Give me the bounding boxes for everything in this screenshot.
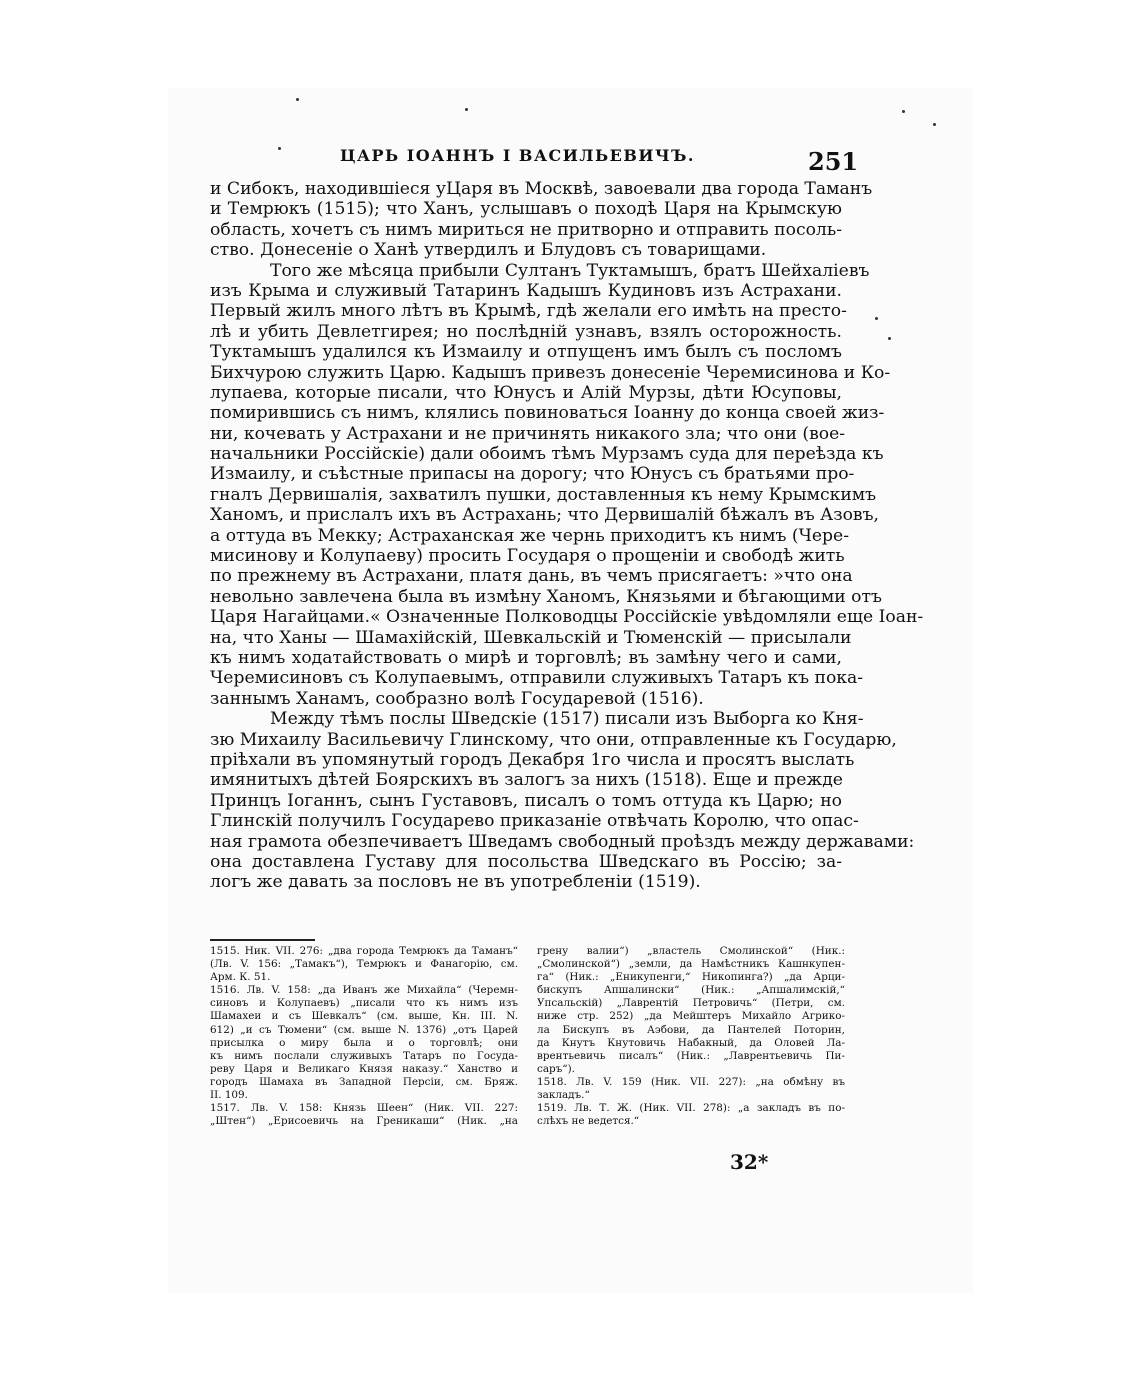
text-line: зю Михаилу Васильевичу Глинскому, что они, отправленные къ Государю, bbox=[210, 729, 897, 750]
footnote-line: Арм. К. 51. bbox=[210, 971, 271, 984]
text-line: по прежнему въ Астрахани, платя дань, въ чемъ присягаетъ: »что она bbox=[210, 566, 853, 587]
signature-mark: 32* bbox=[730, 1150, 769, 1174]
footnote-line: га“ (Ник.: „Еникупенги,“ Никопинга?) „да Арци- bbox=[537, 971, 845, 984]
text-line: Бихчурою служить Царю. Кадышъ привезъ донесеніе Черемисинова и Ко- bbox=[210, 362, 891, 383]
text-line: помирившись съ нимъ, клялись повиноваться Іоанну до конца своей жиз- bbox=[210, 403, 885, 424]
text-line: и Сибокъ, находившіеся уЦаря въ Москвѣ, завоевали два города Таманъ bbox=[210, 179, 873, 199]
text-line: изъ Крыма и служивый Татаринъ Кадышъ Кудиновъ изъ Астрахани. bbox=[210, 280, 842, 301]
footnote-line: 1517. Лв. V. 158: Князь Шеен“ (Ник. VII. 227: bbox=[210, 1102, 518, 1115]
scan-speck bbox=[278, 147, 281, 150]
footnote-line: Упсальскій) „Лаврентій Петровичь“ (Петри, см. bbox=[537, 997, 845, 1010]
footnote-line: закладъ.“ bbox=[537, 1089, 590, 1102]
footnotes-left-column bbox=[210, 945, 518, 1128]
footnote-line: присылка о миру была и о торговлѣ; они bbox=[210, 1036, 518, 1049]
text-line: пріѣхали въ упомянутый городъ Декабря 1го числа и просятъ выслать bbox=[210, 749, 855, 770]
footnote-line: 1518. Лв. V. 159 (Ник. VII. 227): „на обмѣну въ bbox=[537, 1075, 845, 1088]
text-line: Царя Нагайцами.« Означенные Полководцы Россійскіе увѣдомляли еще Іоан- bbox=[210, 607, 924, 628]
footnote-line: 1516. Лв. V. 158: „да Иванъ же Михайла“ (Черемн- bbox=[210, 984, 518, 997]
text-line: Ханомъ, и прислалъ ихъ въ Астрахань; что Дервишалій бѣжалъ въ Азовъ, bbox=[210, 505, 879, 526]
scan-speck bbox=[465, 108, 468, 111]
text-line: логъ же давать за пословъ не въ употребленіи (1519). bbox=[210, 872, 701, 893]
text-line: Между тѣмъ послы Шведскіе (1517) писали изъ Выборга ко Кня- bbox=[270, 709, 864, 730]
footnote-line: ниже стр. 252) „да Мейштеръ Михайло Агрико- bbox=[537, 1010, 845, 1023]
text-line: Туктамышъ удалился къ Измаилу и отпущенъ имъ былъ съ посломъ bbox=[210, 342, 842, 363]
main-text bbox=[210, 179, 924, 893]
page-number: 251 bbox=[808, 147, 859, 176]
footnote-line: ла Бискупъ въ Аэбови, да Пантелей Поторин, bbox=[537, 1023, 845, 1036]
footnotes-right-column bbox=[537, 945, 845, 1128]
text-line: а оттуда въ Мекку; Астраханская же чернь приходитъ къ нимъ (Чере- bbox=[210, 525, 850, 546]
footnote-line: „Смолинской“) „земли, да Намѣстникъ Кашнкупен- bbox=[537, 958, 845, 971]
text-line: Глинскій получилъ Государево приказаніе отвѣчать Королю, что опас- bbox=[210, 811, 859, 832]
footnote-line: синовъ и Колупаевъ) „писали что къ нимъ изъ bbox=[210, 997, 518, 1010]
text-line: лѣ и убить Девлетгирея; но послѣдній узнавъ, взялъ осторожность. bbox=[210, 321, 842, 342]
footnote-line: саръ“). bbox=[537, 1062, 575, 1075]
text-line: Того же мѣсяца прибыли Султанъ Туктамышъ, братъ Шейхаліевъ bbox=[270, 260, 870, 281]
footnote-line: (Лв. V. 156: „Тамакъ“), Темрюкъ и Фанагорію, см. bbox=[210, 958, 518, 971]
footnote-line: врентьевичь писалъ“ (Ник.: „Лаврентьевичь Пи- bbox=[537, 1049, 845, 1062]
text-line: мисинову и Колупаеву) просить Государя о прощеніи и свободѣ жить bbox=[210, 546, 845, 567]
footnote-line: 612) „и съ Тюмени“ (см. выше N. 1376) „отъ Царей bbox=[210, 1023, 518, 1036]
footnote-line: бискупъ Апшалински“ (Ник.: „Апшалимскій,“ bbox=[537, 984, 845, 997]
footnote-line: II. 109. bbox=[210, 1089, 248, 1102]
footnote-line: грену валии“) „властель Смолинской“ (Ник.: bbox=[537, 945, 845, 957]
scan-speck bbox=[296, 98, 299, 101]
scan-speck bbox=[933, 123, 936, 126]
footnote-line: да Кнутъ Кнутовичь Набакный, да Оловей Ла- bbox=[537, 1036, 845, 1049]
text-line: на, что Ханы — Шамахійскій, Шевкальскій и Тюменскій — присылали bbox=[210, 627, 852, 648]
footnote-line: 1519. Лв. Т. Ж. (Ник. VII. 278): „а закладъ въ по- bbox=[537, 1102, 845, 1115]
text-line: ство. Донесеніе о Ханѣ утвердилъ и Блудовъ съ товарищами. bbox=[210, 240, 767, 261]
text-line: Черемисиновъ съ Колупаевымъ, отправили служивыхъ Татаръ къ пока- bbox=[210, 668, 864, 689]
footnote-line: реву Царя и Великаго Князя наказу.“ Ханство и bbox=[210, 1062, 518, 1075]
text-line: къ нимъ ходатайствовать о мирѣ и торговлѣ; въ замѣну чего и сами, bbox=[210, 647, 842, 668]
footnote-line: къ нимъ послали служивыхъ Татаръ по Госуда- bbox=[210, 1049, 518, 1062]
running-title: ЦАРЬ ІОАННЪ І ВАСИЛЬЕВИЧЪ. bbox=[340, 146, 695, 165]
text-line: гналъ Дервишалія, захватилъ пушки, доставленныя къ нему Крымскимъ bbox=[210, 484, 877, 505]
footnote-line: городъ Шамаха въ Западной Персіи, см. Бряж. bbox=[210, 1075, 518, 1088]
footnote-line: слѣхъ не ведется.“ bbox=[537, 1115, 640, 1128]
text-line: Принцъ Іоганнъ, сынъ Густавовъ, писалъ о томъ оттуда къ Царю; но bbox=[210, 790, 842, 811]
scan-speck bbox=[888, 337, 891, 340]
text-line: Первый жилъ много лѣтъ въ Крымѣ, гдѣ желали его имѣть на престо- bbox=[210, 301, 847, 322]
text-line: имянитыхъ дѣтей Боярскихъ въ залогъ за нихъ (1518). Еще и прежде bbox=[210, 770, 843, 791]
footnote-line: Шамахеи и съ Шевкалъ“ (см. выше, Кн. III. N. bbox=[210, 1010, 518, 1023]
text-line: и Темрюкъ (1515); что Ханъ, услышавъ о походѣ Царя на Крымскую bbox=[210, 199, 842, 220]
text-line: она доставлена Густаву для посольства Шведскаго въ Россію; за- bbox=[210, 851, 842, 872]
text-line: лупаева, которые писали, что Юнусъ и Алій Мурзы, дѣти Юсуповы, bbox=[210, 382, 842, 403]
text-line: заннымъ Ханамъ, сообразно волѣ Государевой (1516). bbox=[210, 688, 704, 709]
text-line: невольно завлечена была въ измѣну Ханомъ, Князьями и бѣгающими отъ bbox=[210, 586, 882, 607]
text-line: Измаилу, и съѣстные припасы на дорогу; что Юнусъ съ братьями про- bbox=[210, 464, 855, 485]
footnote-line: „Штен“) „Ерисоевичь на Греникаши“ (Ник. „на bbox=[210, 1115, 518, 1128]
scan-speck bbox=[875, 317, 878, 320]
text-line: начальники Россійскіе) дали обоимъ тѣмъ Мурзамъ суда для переѣзда къ bbox=[210, 444, 884, 465]
text-line: ная грамота обезпечиваетъ Шведамъ свободный проѣздъ между державами: bbox=[210, 831, 915, 852]
footnote-line: 1515. Ник. VII. 276: „два города Темрюкъ да Таманъ“ bbox=[210, 945, 518, 957]
footnote-rule bbox=[210, 939, 315, 941]
text-line: ни, кочевать у Астрахани и не причинять никакого зла; что они (вое- bbox=[210, 423, 846, 444]
text-line: область, хочетъ съ нимъ мириться не притворно и отправить посоль- bbox=[210, 219, 842, 240]
scan-speck bbox=[902, 110, 905, 113]
